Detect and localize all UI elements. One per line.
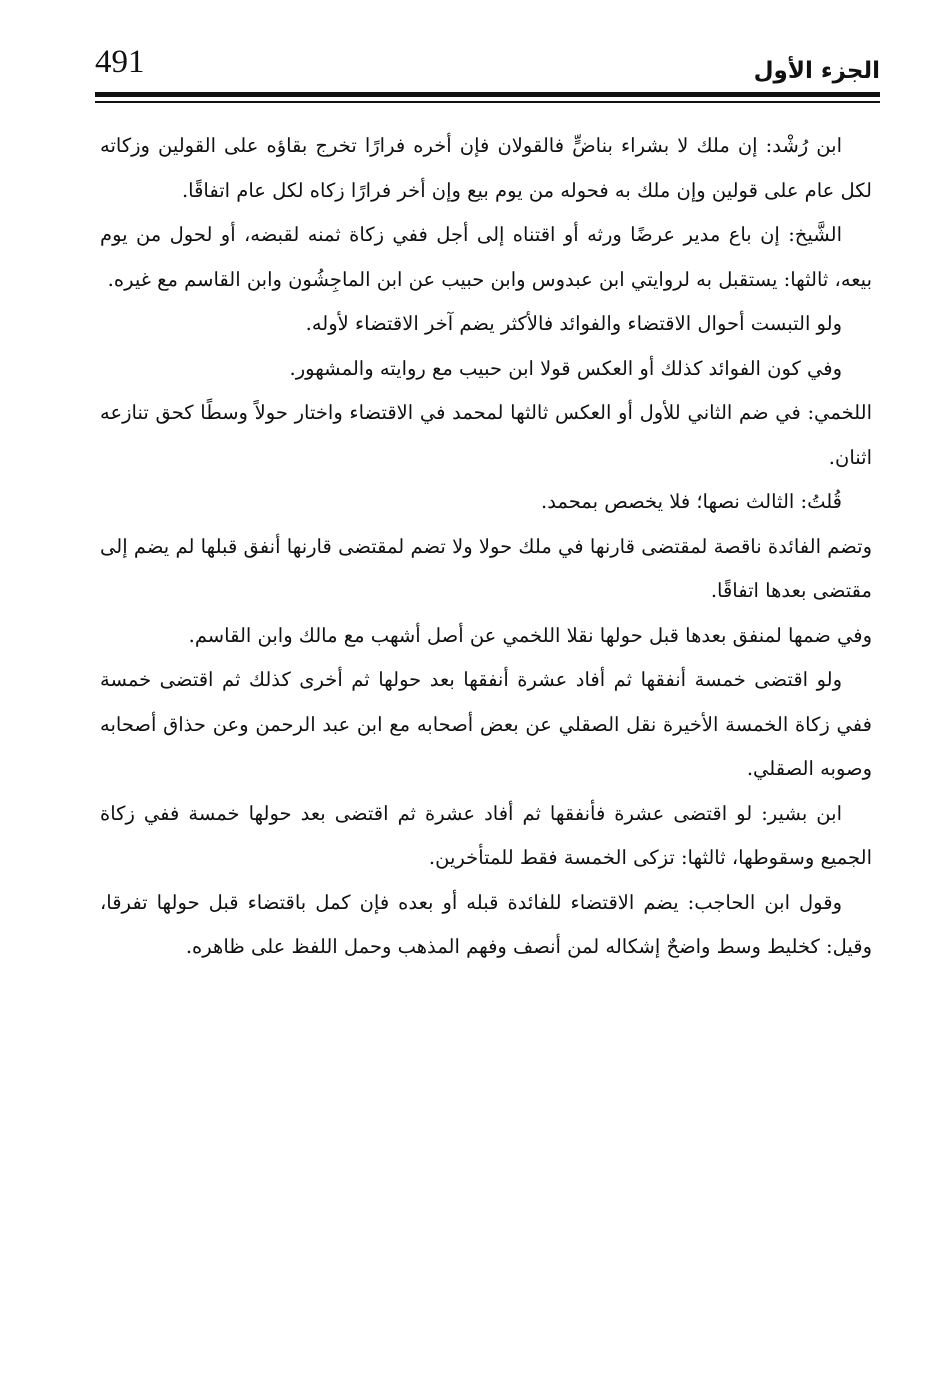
paragraph: وتضم الفائدة ناقصة لمقتضى قارنها في ملك حولا ولا تضم لمقتضى قارنها أنفق قبلها لم يضم إلى مقتضى بعدها اتفاقًا. (100, 534, 872, 602)
paragraph: ابن بشير: لو اقتضى عشرة فأنفقها ثم أفاد عشرة ثم اقتضى بعد حولها خمسة ففي زكاة الجميع وسقوطها، ثالثها: تزكى الخمسة فقط للمتأخرين. (100, 801, 872, 869)
paragraph: ولو التبست أحوال الاقتضاء والفوائد فالأكثر يضم آخر الاقتضاء لأوله. (305, 312, 842, 335)
header-rule-thin (95, 101, 880, 103)
paragraph: الشَّيخ: إن باع مدير عرضًا ورثه أو اقتناه إلى أجل ففي زكاة ثمنه لقبضه، أو لحول من يوم بيعه، ثالثها: يستقبل به لروايتي ابن عبدوس وابن حبيب عن ابن الماجِشُون وابن القاسم مع غيره. (100, 223, 872, 291)
page-header (95, 40, 880, 88)
paragraph: اللخمي: في ضم الثاني للأول أو العكس ثالثها لمحمد في الاقتضاء واختار حولاً وسطًا كحق تنازعه اثنان. (100, 401, 872, 469)
paragraph: قُلتُ: الثالث نصها؛ فلا يخصص بمحمد. (541, 490, 842, 513)
paragraph: ابن رُشْد: إن ملك لا بشراء بناضٍّ فالقولان فإن أخره فرارًا تخرج بقاؤه على القولين وزكاته لكل عام على قولين وإن ملك به فحوله من يوم بيع وإن أخر فرارًا زكاه لكل عام اتفاقًا. (100, 134, 872, 202)
page-number: 491 (95, 44, 145, 80)
paragraph: وفي ضمها لمنفق بعدها قبل حولها نقلا اللخمي عن أصل أشهب مع مالك وابن القاسم. (188, 623, 872, 647)
body-text (100, 124, 872, 970)
running-head: الجزء الأول (753, 58, 880, 84)
header-rule-thick (95, 92, 880, 97)
paragraph: وقول ابن الحاجب: يضم الاقتضاء للفائدة قبله أو بعده فإن كمل باقتضاء قبل حولها تفرقا، وقيل: كخليط وسط واضحٌ إشكاله لمن أنصف وفهم المذهب وحمل اللفظ على ظاهره. (100, 890, 872, 958)
paragraph: ولو اقتضى خمسة أنفقها ثم أفاد عشرة أنفقها بعد حولها ثم أخرى كذلك ثم اقتضى خمسة ففي زكاة الخمسة الأخيرة نقل الصقلي عن بعض أصحابه مع ابن عبد الرحمن وعن حذاق أصحابه وصوبه الصقلي. (100, 668, 872, 780)
paragraph: وفي كون الفوائد كذلك أو العكس قولا ابن حبيب مع روايته والمشهور. (289, 356, 842, 380)
